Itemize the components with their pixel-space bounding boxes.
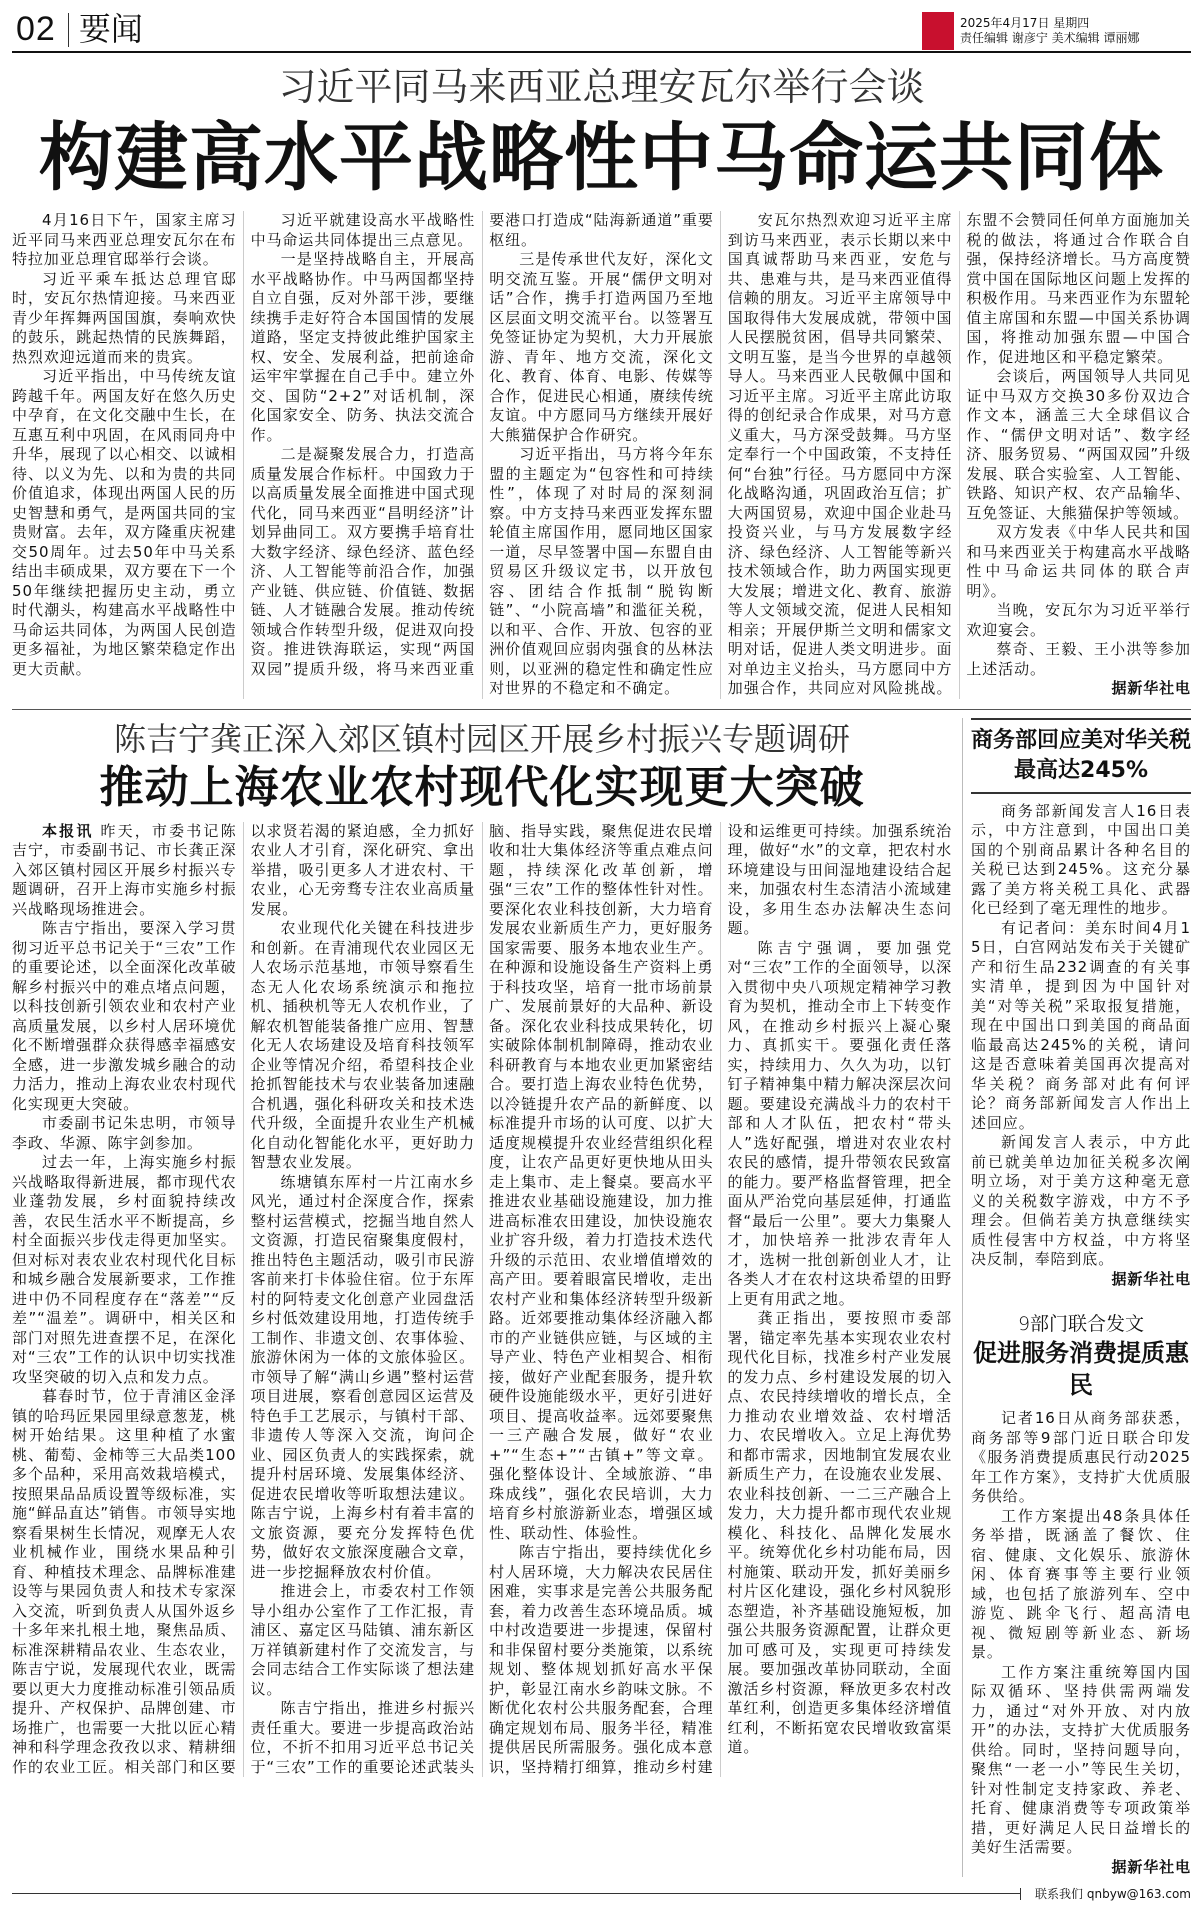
- section-divider: [12, 709, 1191, 710]
- header-divider: [68, 13, 69, 47]
- article1-body: [12, 211, 1191, 699]
- paragraph-text: 二是凝聚发展合力，打造高质量发展合作标杆。中国致力于以高质量发展全面推进中国式现代化，同马来西亚“昌明经济”计划异曲同工。双方要携手培育壮大数字经济、绿色经济、蓝色经济、人工智能等前沿合作，加强产业链、供应链、价值链、数据链、人才链融合发展。推动传统领域合作转型升级，促进双向投资。推进铁海联运，实现“两国双园”提质升级，将马来西亚重要港口打造成“陆海新通道”重要枢纽。: [250, 211, 714, 678]
- paragraph-text: 新闻发言人表示，中方此前已就美单边加征关税多次阐明立场，对于美方这种毫无意义的关税数字游戏，中方不予理会。但倘若美方执意继续实质性侵害中方权益，中方将坚决反制，奉陪到底。: [971, 1133, 1191, 1268]
- article4-headline: 促进服务消费提质惠民: [973, 1339, 1189, 1399]
- paragraph: [489, 445, 714, 699]
- contact-label: 联系我们: [1035, 1887, 1084, 1901]
- byline: 据新华社电: [1111, 1857, 1191, 1876]
- paragraph-text: 龚正指出，要按照市委部署，锚定率先基本实现农业农村现代化目标，找准乡村产业发展的发力点、乡村建设发展的切入点、农民持续增收的增长点，全力推动农业增效益、农村增活力、农民增收入。立足上海优势和都市需求，因地制宜发展农业新质生产力，在设施农业发展、农业科技创新、一二三产融合上发力，大力提升都市现代农业规模化、科技化、品牌化发展水平。统筹优化乡村功能布局，因村施策、联动开发，抓好美丽乡村片区化建设，强化乡村风貌形态塑造，补齐基础设施短板，加强公共服务资源配置，让群众更加可感可及，实现更可持续发展。要加强改革协同联动，全面激活乡村资源，释放更多农村改革红利，创造更多集体经济增值红利，不断拓宽农民增收致富渠道。: [727, 1309, 952, 1756]
- paragraph-text: 习近平指出，马方将今年东盟的主题定为“包容性和可持续性”，体现了对时局的深刻洞察。中方支持马来西亚发挥东盟轮值主席国作用，愿同地区国家一道，尽早签署中国—东盟自由贸易区升级议定书，以开放包容、团结合作抵制“脱钩断链”、“小院高墙”和滥征关税，以和平、合作、开放、包容的亚洲价值观回应弱肉强食的丛林法则，以亚洲的稳定性和确定性应对世界的不稳定和不确定。: [489, 445, 714, 697]
- paragraph-text: 陈吉宁指出，推进乡村振兴责任重大。要进一步提高政治站位，不折不扣用习近平总书记关于“三农”工作的重要论述武装头脑、指导实践，聚焦促进农民增收和壮大集体经济等重点难点问题，持续深化改革创新，增强“三农”工作的整体性针对性。要深化农业科技创新，大力培育发展农业新质生产力，更好服务国家需要、服务本地农业生产。在种源和设施设备生产资料上勇于科技攻坚，培育一批市场前景广、发展前景好的大品种、新设备。深化农业科技成果转化，切实破除体制机制障碍，推动农业科研教育与本地农业更加紧密结合。要打造上海农业特色优势，以冷链提升农产品的新鲜度、以标准提升市场的认可度、以扩大适度规模提升农业经营组织化程度，让农产品更好更快地从田头走上集市、走上餐桌。要高水平推进农业基础设施建设，加力推进高标准农田建设，加快设施农业扩容升级，着力打造技术迭代升级的示范田、农业增值增效的高产田。要着眼富民增收，走出农村产业和集体经济转型升级新路。近郊要推动集体经济融入都市的产业链供应链，与区域的主导产业、特色产业相契合、相衔接，做好产业配套服务，提升软硬件设施能级水平，更好引进好项目、提高收益率。远郊要聚焦一三产融合发展，做好“农业+”“生态+”“古镇+”等文章。强化整体设计、全域旅游、“串珠成线”，强化农民培训，大力培育乡村旅游新业态，增强区域性、联动性、体验性。: [250, 821, 714, 1776]
- section-name: 要闻: [78, 10, 143, 48]
- footer-tick: [1020, 1888, 1021, 1900]
- paragraph: [12, 1153, 237, 1387]
- paragraph-text: 陈吉宁强调，要加强党对“三农”工作的全面领导，以深入贯彻中央八项规定精神学习教育为契机，推动全市上下转变作风，在推动乡村振兴上凝心聚力、真抓实干。要强化责任落实，持续用力、久久为功，以钉钉子精神集中精力解决深层次问题。要建设充满战斗力的农村干部和人才队伍，把农村“带头人”选好配强，增进对农业农村农民的感情，提升带领农民致富的能力。要严格监督管理，把全面从严治党向基层延伸，打通监督“最后一公里”。要大力集聚人才，加快培养一批涉农青年人才，选树一批创新创业人才，让各类人才在农村这块希望的田野上更有用武之地。: [727, 938, 952, 1308]
- paragraph: [971, 1663, 1191, 1858]
- article4-body: [971, 1409, 1191, 1877]
- paragraph: [251, 1582, 476, 1699]
- paragraph-text: 暮春时节，位于青浦区金泽镇的哈玛匠果园里绿意葱茏，桃树开始结果。这里种植了水蜜桃、葡萄、金柿等三大品类100多个品种，采用高效栽培模式，按照果品品质设置等级标准，实施“鲜品直达”销售。市领导实地察看果树生长情况，观摩无人农业机械作业，围绕水果品种引育、种植技术理念、品牌标准建设等与果园负责人和技术专家深入交流，听到负责人从国外返乡十多年来扎根土地，聚焦品质、标准深耕精品农业、生态农业，陈吉宁说，发展现代农业，既需要以更大力度推动标准引领品质提升、产权保护、品牌创建、市场推广，也需要一大批以匠心精神和科学理念孜孜以求、精耕细作的农业工匠。相关部门和区要以求贤若渴的紧迫感，全力抓好农业人才引育，深化研究、拿出举措，吸引更多人才进农村、干农业，心无旁骛专注农业高质量发展。: [12, 821, 475, 1776]
- paragraph: [971, 1409, 1191, 1507]
- paragraph: [971, 919, 1191, 1134]
- paragraph: [12, 822, 237, 920]
- header-right: [922, 12, 1139, 50]
- article2-kicker: 陈吉宁龚正深入郊区镇村园区开展乡村振兴专题调研: [113, 719, 850, 758]
- article2-headline: 推动上海农业农村现代化实现更大突破: [99, 761, 865, 813]
- paragraph: [251, 1173, 476, 1583]
- paragraph: [971, 1133, 1191, 1270]
- paragraph: [971, 1507, 1191, 1663]
- page-number: 02: [16, 10, 56, 48]
- paragraph: [251, 919, 476, 1173]
- paragraph-text: 双方发表《中华人民共和国和马来西亚关于构建高水平战略性中马命运共同体的联合声明》。: [966, 523, 1191, 600]
- paragraph: [728, 1309, 953, 1758]
- page-footer: [12, 1885, 1191, 1902]
- paragraph-text: 商务部新闻发言人16日表示，中方注意到，中国出口美国的个别商品累计各种名目的关税已达到245%。这充分暴露了美方将关税工具化、武器化已经到了毫无理性的地步。: [971, 801, 1191, 917]
- paragraph-text: 农业现代化关键在科技进步和创新。在青浦现代农业园区无人农场示范基地，市领导察看生态无人化农场系统演示和拖拉机、插秧机等无人农机作业，了解农机智能装备推广应用、智慧化无人农场建设及培育科技领军企业等情况介绍，希望科技企业抢抓智能技术与农业装备加速融合机遇，强化科研攻关和技术迭代升级，全面提升农业生产机械化自动化智能化水平，更好助力智慧农业发展。: [250, 919, 475, 1171]
- paragraph-text: 工作方案注重统筹国内国际双循环、坚持供需两端发力，通过“对外开放、对内放开”的办法，支持扩大优质服务供给。同时，坚持问题导向，聚焦“一老一小”等民生关切，针对性制定支持家政、养老、托育、健康消费等专项政策举措，更好满足人民日益增长的美好生活需要。: [971, 1662, 1191, 1856]
- newspaper-logo: [922, 12, 954, 50]
- lead-label: 本报讯: [42, 821, 94, 840]
- article2: [12, 718, 962, 1778]
- article1-kicker: 习近平同马来西亚总理安瓦尔举行会谈: [278, 65, 925, 109]
- article4-kicker: 9部门联合发文: [1017, 1313, 1145, 1335]
- article3-body: [971, 802, 1191, 1290]
- byline: 据新华社电: [1111, 679, 1191, 697]
- paragraph-text: 习近平指出，中马传统友谊跨越千年。两国友好在悠久历史中孕育，在文化交融中生长，在互惠互利中巩固，在风雨同舟中升华，展现了以心相交、以诚相待、以义为先、以和为贵的共同价值追求，体现出两国人民的历史智慧和勇气，是两国共同的宝贵财富。去年，双方隆重庆祝建交50周年。过去50年中马关系结出丰硕成果，双方要在下一个50年继续把握历史主动，勇立时代潮头，构建高水平战略性中马命运共同体，为两国人民创造更多福祉，为地区繁荣稳定作出更大贡献。: [12, 367, 237, 678]
- paragraph: [12, 1114, 237, 1153]
- paragraph-text: 陈吉宁指出，要持续优化乡村人居环境，大力解决农民居住困难，实事求是完善公共服务配套，着力改善生态环境品质。城中村改造要进一步提速，保留村和非保留村要分类施策，以系统规划、整体规划抓好高水平保护，彰显江南水乡韵味文脉。不断优化农村公共服务配套，合理确定规划布局、服务半径，精准提供居民所需服务。强化成本意识，坚持精打细算，推动乡村建设和运维更可持续。加强系统治理，做好“水”的文章，把农村水环境建设与田间湿地建设结合起来，加强农村生态清洁小流域建设，多用生态办法解决生态问题。: [489, 821, 952, 1776]
- article1-headline: 构建高水平战略性中马命运共同体: [39, 115, 1164, 201]
- paragraph-text: 推进会上，市委农村工作领导小组办公室作了工作汇报，青浦区、嘉定区马陆镇、浦东新区万祥镇新建村作了交流发言，与会同志结合工作实际谈了想法建议。: [250, 1582, 475, 1698]
- footer-contact: [1035, 1885, 1191, 1902]
- paragraph-text: 4月16日下午，国家主席习近平同马来西亚总理安瓦尔在布特拉加亚总理官邸举行会谈。: [12, 211, 237, 268]
- paragraph-text: 习近平就建设高水平战略性中马命运共同体提出三点意见。: [250, 211, 476, 249]
- right-column: [962, 718, 1191, 1878]
- paragraph-text: 有记者问：美东时间4月15日，白宫网站发布关于关键矿产和衍生品232调查的有关事实清单，提到因为中国针对美“对等关税”采取报复措施，现在中国出口到美国的商品面临最高达245%的关税，请问这是否意味着美国再次提高对华关税？商务部对此有何评论？商务部新闻发言人作出上述回应。: [971, 918, 1191, 1132]
- paragraph: [12, 919, 237, 1114]
- editors-credit: 责任编辑 谢彦宁 美术编辑 谭丽娜: [960, 31, 1140, 45]
- paragraph-text: 三是传承世代友好，深化文明交流互鉴。开展“儒伊文明对话”合作，携手打造两国乃至地区层面文明交流平台。以签署互免签证协定为契机，大力开展旅游、青年、地方交流，深化文化、教育、体育、电影、传媒等合作，促进民心相通，赓续传统友谊。中方愿同马方继续开展好大熊猫保护合作研究。: [489, 250, 714, 444]
- paragraph: [966, 601, 1191, 640]
- paragraph: [971, 802, 1191, 919]
- paragraph-text: 习近平乘车抵达总理官邸时，安瓦尔热情迎接。马来西亚青少年挥舞两国国旗，奏响欢快的鼓乐，跳起热情的民族舞蹈，热烈欢迎远道而来的贵宾。: [12, 269, 237, 366]
- paragraph-text: 一是坚持战略自主，开展高水平战略协作。中马两国都坚持自立自强，反对外部干涉，要继续携手走好符合本国国情的发展道路，坚定支持彼此维护国家主权、安全、发展利益，把前途命运牢牢掌握在自己手中。建立外交、国防“2+2”对话机制，深化国家安全、防务、执法交流合作。: [250, 250, 476, 444]
- paragraph-text: 会谈后，两国领导人共同见证中马双方交换30多份双边合作文本，涵盖三大全球倡议合作、“儒伊文明对话”、数字经济、服务贸易、“两国双园”升级发展、联合实验室、人工智能、铁路、知识产权、农产品输华、互免签证、大熊猫保护等领域。: [966, 367, 1191, 522]
- paragraph: [728, 939, 953, 1310]
- paragraph-text: 安瓦尔热烈欢迎习近平主席到访马来西亚，表示长期以来中国真诚帮助马来西亚，安危与共、患难与共，是马来西亚值得信赖的朋友。习近平主席领导中国取得伟大发展成就，带领中国人民摆脱贫困，倡导共同繁荣、文明互鉴，是当今世界的卓越领导人。马来西亚人民敬佩中国和习近平主席。习近平主席此访取得的创纪录合作成果，对马方意义重大，马方深受鼓舞。马方坚定奉行一个中国政策，不支持任何“台独”行径。马方愿同中方深化战略沟通，巩固政治互信；扩大两国贸易，欢迎中国企业赴马投资兴业，与马方发展数字经济、绿色经济、人工智能等新兴技术领域合作，助力两国实现更大发展；增进文化、教育、旅游等人文领域交流，促进人民相知相亲；开展伊斯兰文明和儒家文明对话，促进人类文明进步。面对单边主义抬头，马方愿同中方加强合作，共同应对风险挑战。东盟不会赞同任何单方面施加关税的做法，将通过合作联合自强，保持经济增长。马方高度赞赏中国在国际地区问题上发挥的积极作用。马来西亚作为东盟轮值主席国和东盟—中国关系协调国，将推动加强东盟—中国合作，促进地区和平稳定繁荣。: [727, 211, 1191, 697]
- paragraph-text: 市委副书记朱忠明，市领导李政、华源、陈宇剑参加。: [12, 1114, 237, 1152]
- paragraph: [966, 367, 1191, 523]
- paragraph-text: 昨天，市委书记陈吉宁，市委副书记、市长龚正深入郊区镇村园区开展乡村振兴专题调研，召开上海市实施乡村振兴战略现场推进会。: [12, 821, 237, 918]
- paragraph-text: 蔡奇、王毅、王小洪等参加上述活动。: [966, 640, 1191, 678]
- paragraph-text: 记者16日从商务部获悉，商务部等9部门近日联合印发《服务消费提质惠民行动2025年工作方案》，支持扩大优质服务供给。: [971, 1409, 1191, 1505]
- page-header: [12, 10, 1191, 53]
- article2-body: [12, 822, 952, 1778]
- lower-section: [12, 718, 1191, 1878]
- issue-date: 2025年4月17日 星期四: [960, 16, 1090, 30]
- paragraph-text: 陈吉宁指出，要深入学习贯彻习近平总书记关于“三农”工作的重要论述，以全面深化改革破解乡村振兴中的难点堵点问题，以科技创新引领农业和农村产业高质量发展，以乡村人居环境优化不断增强群众获得感幸福感安全感，进一步激发城乡融合的动力活力，推动上海农业农村现代化实现更大突破。: [12, 919, 237, 1113]
- paragraph: [251, 211, 476, 250]
- paragraph: [966, 523, 1191, 601]
- paragraph: [12, 211, 237, 270]
- paragraph-text: 过去一年，上海实施乡村振兴战略取得新进展，都市现代农业蓬勃发展，乡村面貌持续改善，农民生活水平不断提高，乡村全面振兴步伐走得更加坚实。但对标对表农业农村现代化目标和城乡融合发展新要求，工作推进中仍不同程度存在“落差”“反差”“温差”。调研中，相关区和部门对照先进查摆不足，在深化对“三农”工作的认识中切实找准攻坚突破的切入点和发力点。: [12, 1153, 237, 1386]
- contact-email[interactable]: qnbyw@163.com: [1086, 1887, 1191, 1901]
- article3-headline: 商务部回应美对华关税最高达245%: [971, 718, 1191, 794]
- header-info: [960, 16, 1139, 46]
- paragraph: [12, 270, 237, 368]
- paragraph: [489, 250, 714, 445]
- paragraph: [12, 367, 237, 679]
- footer-rule: [12, 1893, 1020, 1894]
- paragraph-text: 工作方案提出48条具体任务举措，既涵盖了餐饮、住宿、健康、文化娱乐、旅游休闲、体育赛事等主要行业领域，也包括了旅游列车、空中游览、跳伞飞行、超高清电视、微短剧等新业态、新场景。: [971, 1506, 1191, 1661]
- paragraph-text: 当晚，安瓦尔为习近平举行欢迎宴会。: [966, 601, 1191, 639]
- paragraph: [251, 250, 476, 445]
- paragraph: [966, 640, 1191, 679]
- paragraph-text: 练塘镇东厍村一片江南水乡风光，通过村企深度合作，探索整村运营模式，挖掘当地自然人文资源，打造民宿聚集度假村，推出特色主题活动，吸引市民游客前来打卡体验住宿。位于东厍村的阿特麦文化创意产业园盘活乡村低效建设用地，打造传统手工制作、非遗文创、农事体验、旅游休闲为一体的文旅体验区。市领导了解“满山乡遇”整村运营项目进展，察看创意园区运营及特色手工艺展示，与镇村干部、非遗传人等深入交流，询问企业、园区负责人的实践探索，就提升村居环境、发展集体经济、促进农民增收等听取想法建议。陈吉宁说，上海乡村有着丰富的文旅资源，要充分发挥特色优势，做好农文旅深度融合文章，进一步挖掘释放农村价值。: [250, 1172, 475, 1581]
- byline: 据新华社电: [1111, 1269, 1191, 1288]
